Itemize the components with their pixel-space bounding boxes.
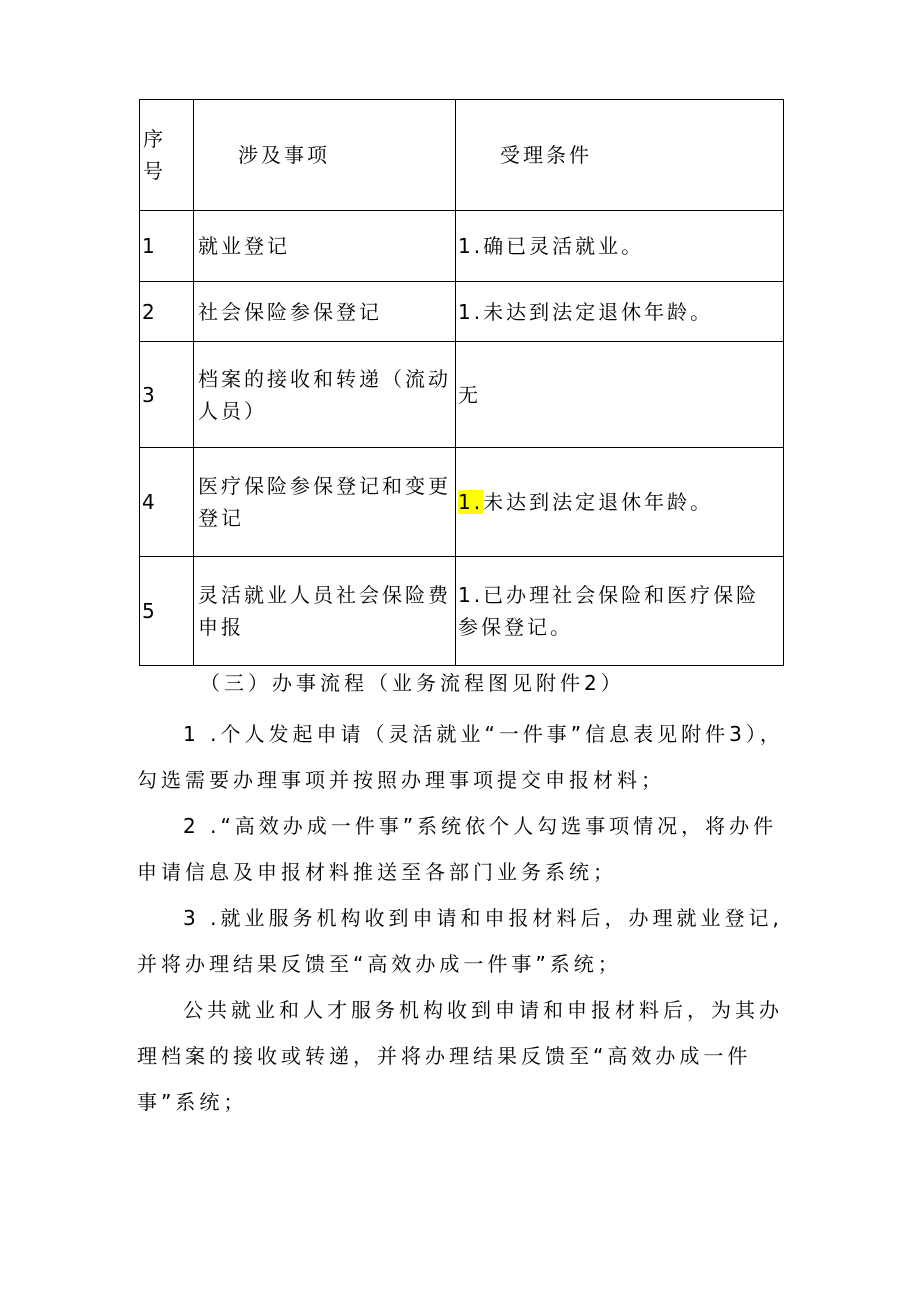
row-matter: 就业登记 (194, 211, 456, 282)
paragraph-step-3: 3 .就业服务机构收到申请和申报材料后，办理就业登记,并将办理结果反馈至“高效办成一件事”系统； (137, 906, 783, 976)
table-header-row (140, 100, 784, 211)
row-matter: 医疗保险参保登记和变更登记 (194, 448, 456, 557)
paragraph-public-service: 公共就业和人才服务机构收到申请和申报材料后，为其办理档案的接收或转递，并将办理结果反馈至“高效办成一件事”系统； (137, 998, 783, 1114)
row-number: 3 (140, 342, 194, 448)
row-condition: 1.确已灵活就业。 (456, 211, 784, 282)
row-condition-text: 未达到法定退休年龄。 (483, 490, 714, 514)
header-condition (456, 100, 784, 211)
row-condition: 无 (456, 342, 784, 448)
row-matter: 社会保险参保登记 (194, 282, 456, 342)
row-number: 2 (140, 282, 194, 342)
row-condition: 1.已办理社会保险和医疗保险参保登记。 (456, 557, 784, 666)
row-number: 5 (140, 557, 194, 666)
matters-table (139, 99, 784, 666)
header-matter-label: 涉及事项 (238, 143, 330, 167)
row-condition: 1.未达到法定退休年龄。 (456, 282, 784, 342)
table-row (140, 342, 784, 448)
paragraph-step-2: 2 .“高效办成一件事”系统依个人勾选事项情况，将办件申请信息及申报材料推送至各部门业务系统； (137, 814, 778, 884)
header-serial-label: 序号 (143, 127, 166, 183)
header-condition-label: 受理条件 (500, 143, 592, 167)
section-heading: （三）办事流程（业务流程图见附件2） (200, 671, 625, 695)
highlighted-number: 1. (458, 490, 484, 514)
row-matter: 灵活就业人员社会保险费申报 (194, 557, 456, 666)
row-matter: 档案的接收和转递（流动人员） (194, 342, 456, 448)
header-serial (140, 100, 194, 211)
table-row (140, 448, 784, 557)
row-condition (456, 448, 784, 557)
paragraph-step-1: 1 .个人发起申请（灵活就业“一件事”信息表见附件3），勾选需要办理事项并按照办理事项提交申报材料； (137, 722, 784, 792)
table-row (140, 282, 784, 342)
table-row (140, 211, 784, 282)
row-number: 4 (140, 448, 194, 557)
table-row (140, 557, 784, 666)
row-number: 1 (140, 211, 194, 282)
header-matter (194, 100, 456, 211)
